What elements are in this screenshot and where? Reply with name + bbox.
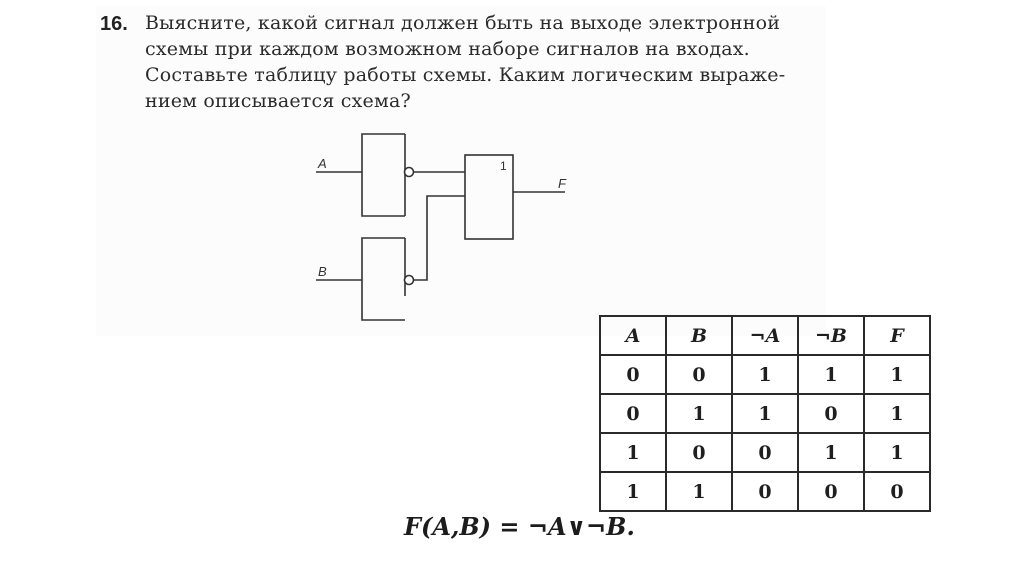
input-a-label: A [318, 156, 327, 171]
table-cell: 0 [864, 472, 930, 511]
table-cell: 1 [600, 433, 666, 472]
not-gate-a [362, 134, 405, 216]
not-gate-b [362, 238, 405, 320]
table-cell: 1 [666, 394, 732, 433]
truth-table-header-row [600, 316, 930, 355]
task-text-line-2: схемы при каждом возможном наборе сигналов на входах. [145, 38, 750, 60]
input-b-label: B [318, 264, 327, 279]
task-number: 16. [100, 13, 128, 35]
header-f: F [864, 316, 930, 355]
truth-table [599, 315, 931, 512]
task-text-line-1: Выясните, какой сигнал должен быть на выходе электронной [145, 12, 781, 34]
table-row [600, 433, 930, 472]
output-f-label: F [558, 176, 566, 191]
table-cell: 1 [798, 433, 864, 472]
table-row [600, 355, 930, 394]
table-cell: 1 [732, 394, 798, 433]
table-cell: 0 [798, 472, 864, 511]
or-gate-label: 1 [500, 159, 507, 173]
task-text-line-3: Составьте таблицу работы схемы. Каким логическим выраже- [145, 64, 786, 86]
table-cell: 0 [666, 433, 732, 472]
table-cell: 1 [864, 355, 930, 394]
not-gate-b-inversion [405, 276, 414, 285]
table-cell: 1 [732, 355, 798, 394]
not-gate-a-inversion [405, 168, 414, 177]
logic-circuit-diagram [300, 120, 600, 330]
wire-not-b-to-or [413, 196, 465, 280]
header-b: B [666, 316, 732, 355]
header-a: A [600, 316, 666, 355]
table-cell: 1 [600, 472, 666, 511]
table-cell: 0 [600, 355, 666, 394]
table-cell: 0 [732, 472, 798, 511]
header-not-a: ¬A [732, 316, 798, 355]
table-cell: 1 [864, 394, 930, 433]
table-cell: 0 [666, 355, 732, 394]
table-cell: 1 [666, 472, 732, 511]
task-text-line-4: нием описывается схема? [145, 90, 411, 112]
table-row [600, 472, 930, 511]
header-not-b: ¬B [798, 316, 864, 355]
table-cell: 0 [600, 394, 666, 433]
table-cell: 0 [798, 394, 864, 433]
logic-formula: F(A,B) = ¬A∨¬B. [404, 512, 635, 541]
table-cell: 0 [732, 433, 798, 472]
table-cell: 1 [864, 433, 930, 472]
table-row [600, 394, 930, 433]
table-cell: 1 [798, 355, 864, 394]
